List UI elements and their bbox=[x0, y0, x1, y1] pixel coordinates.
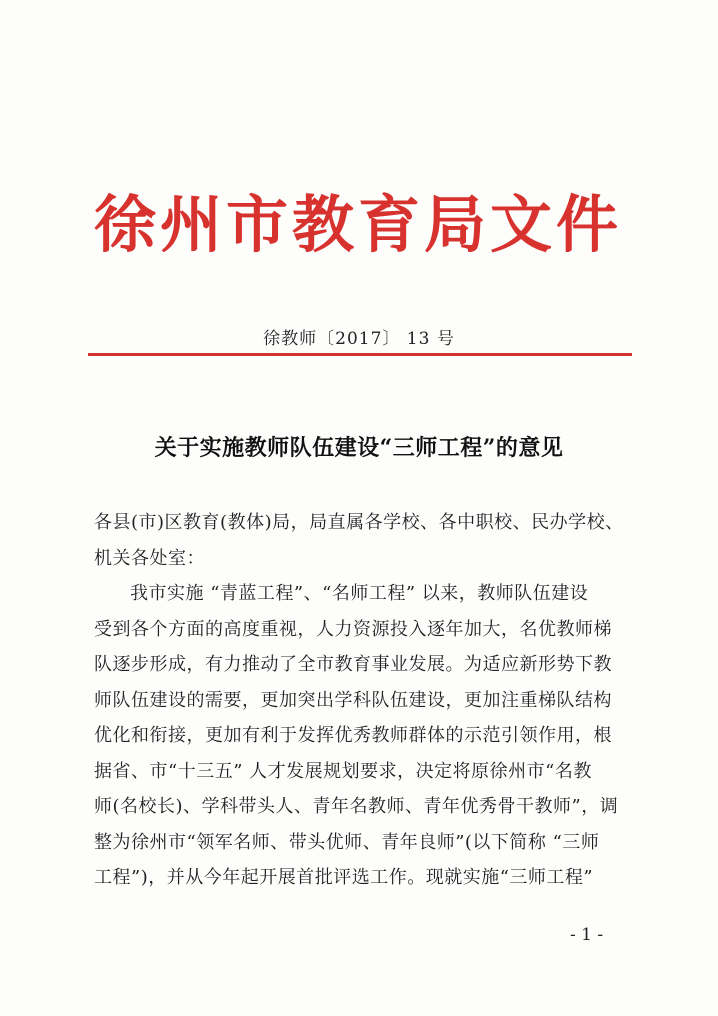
recipients-line: 各县(市)区教育(教体)局，局直属各学校、各中职校、民办学校、 bbox=[94, 512, 624, 533]
recipients-line: 机关各处室： bbox=[94, 547, 205, 569]
paragraph-line: 整为徐州市“领军名师、带头优师、青年良师”(以下简称 “三师 bbox=[94, 831, 600, 853]
document-number: 徐教师〔2017〕 13 号 bbox=[263, 329, 455, 349]
header-red-divider bbox=[88, 353, 632, 356]
paragraph-line: 受到各个方面的高度重视，人力资源投入逐年加大，名优教师梯 bbox=[94, 618, 612, 640]
paragraph-line: 师队伍建设的需要，更加突出学科队伍建设，更加注重梯队结构 bbox=[94, 689, 612, 711]
paragraph-line: 优化和衔接，更加有利于发挥优秀教师群体的示范引领作用，根 bbox=[94, 725, 612, 746]
paragraph-line: 工程”)，并从今年起开展首批评选工作。现就实施“三师工程” bbox=[94, 867, 594, 888]
paragraph-line: 师(名校长)、学科带头人、青年名教师、青年优秀骨干教师”，调 bbox=[94, 796, 619, 817]
page-number: - 1 - bbox=[570, 925, 604, 945]
document-title: 关于实施教师队伍建设“三师工程”的意见 bbox=[154, 435, 564, 461]
issuing-agency-title: 徐州市教育局文件 bbox=[94, 188, 623, 261]
document-body bbox=[94, 505, 634, 896]
paragraph-line: 队逐步形成，有力推动了全市教育事业发展。为适应新形势下教 bbox=[94, 654, 612, 675]
paragraph-line: 据省、市“十三五” 人才发展规划要求，决定将原徐州市“名教 bbox=[94, 760, 592, 782]
paragraph-line: 我市实施 “青蓝工程”、“名师工程” 以来，教师队伍建设 bbox=[130, 583, 589, 604]
